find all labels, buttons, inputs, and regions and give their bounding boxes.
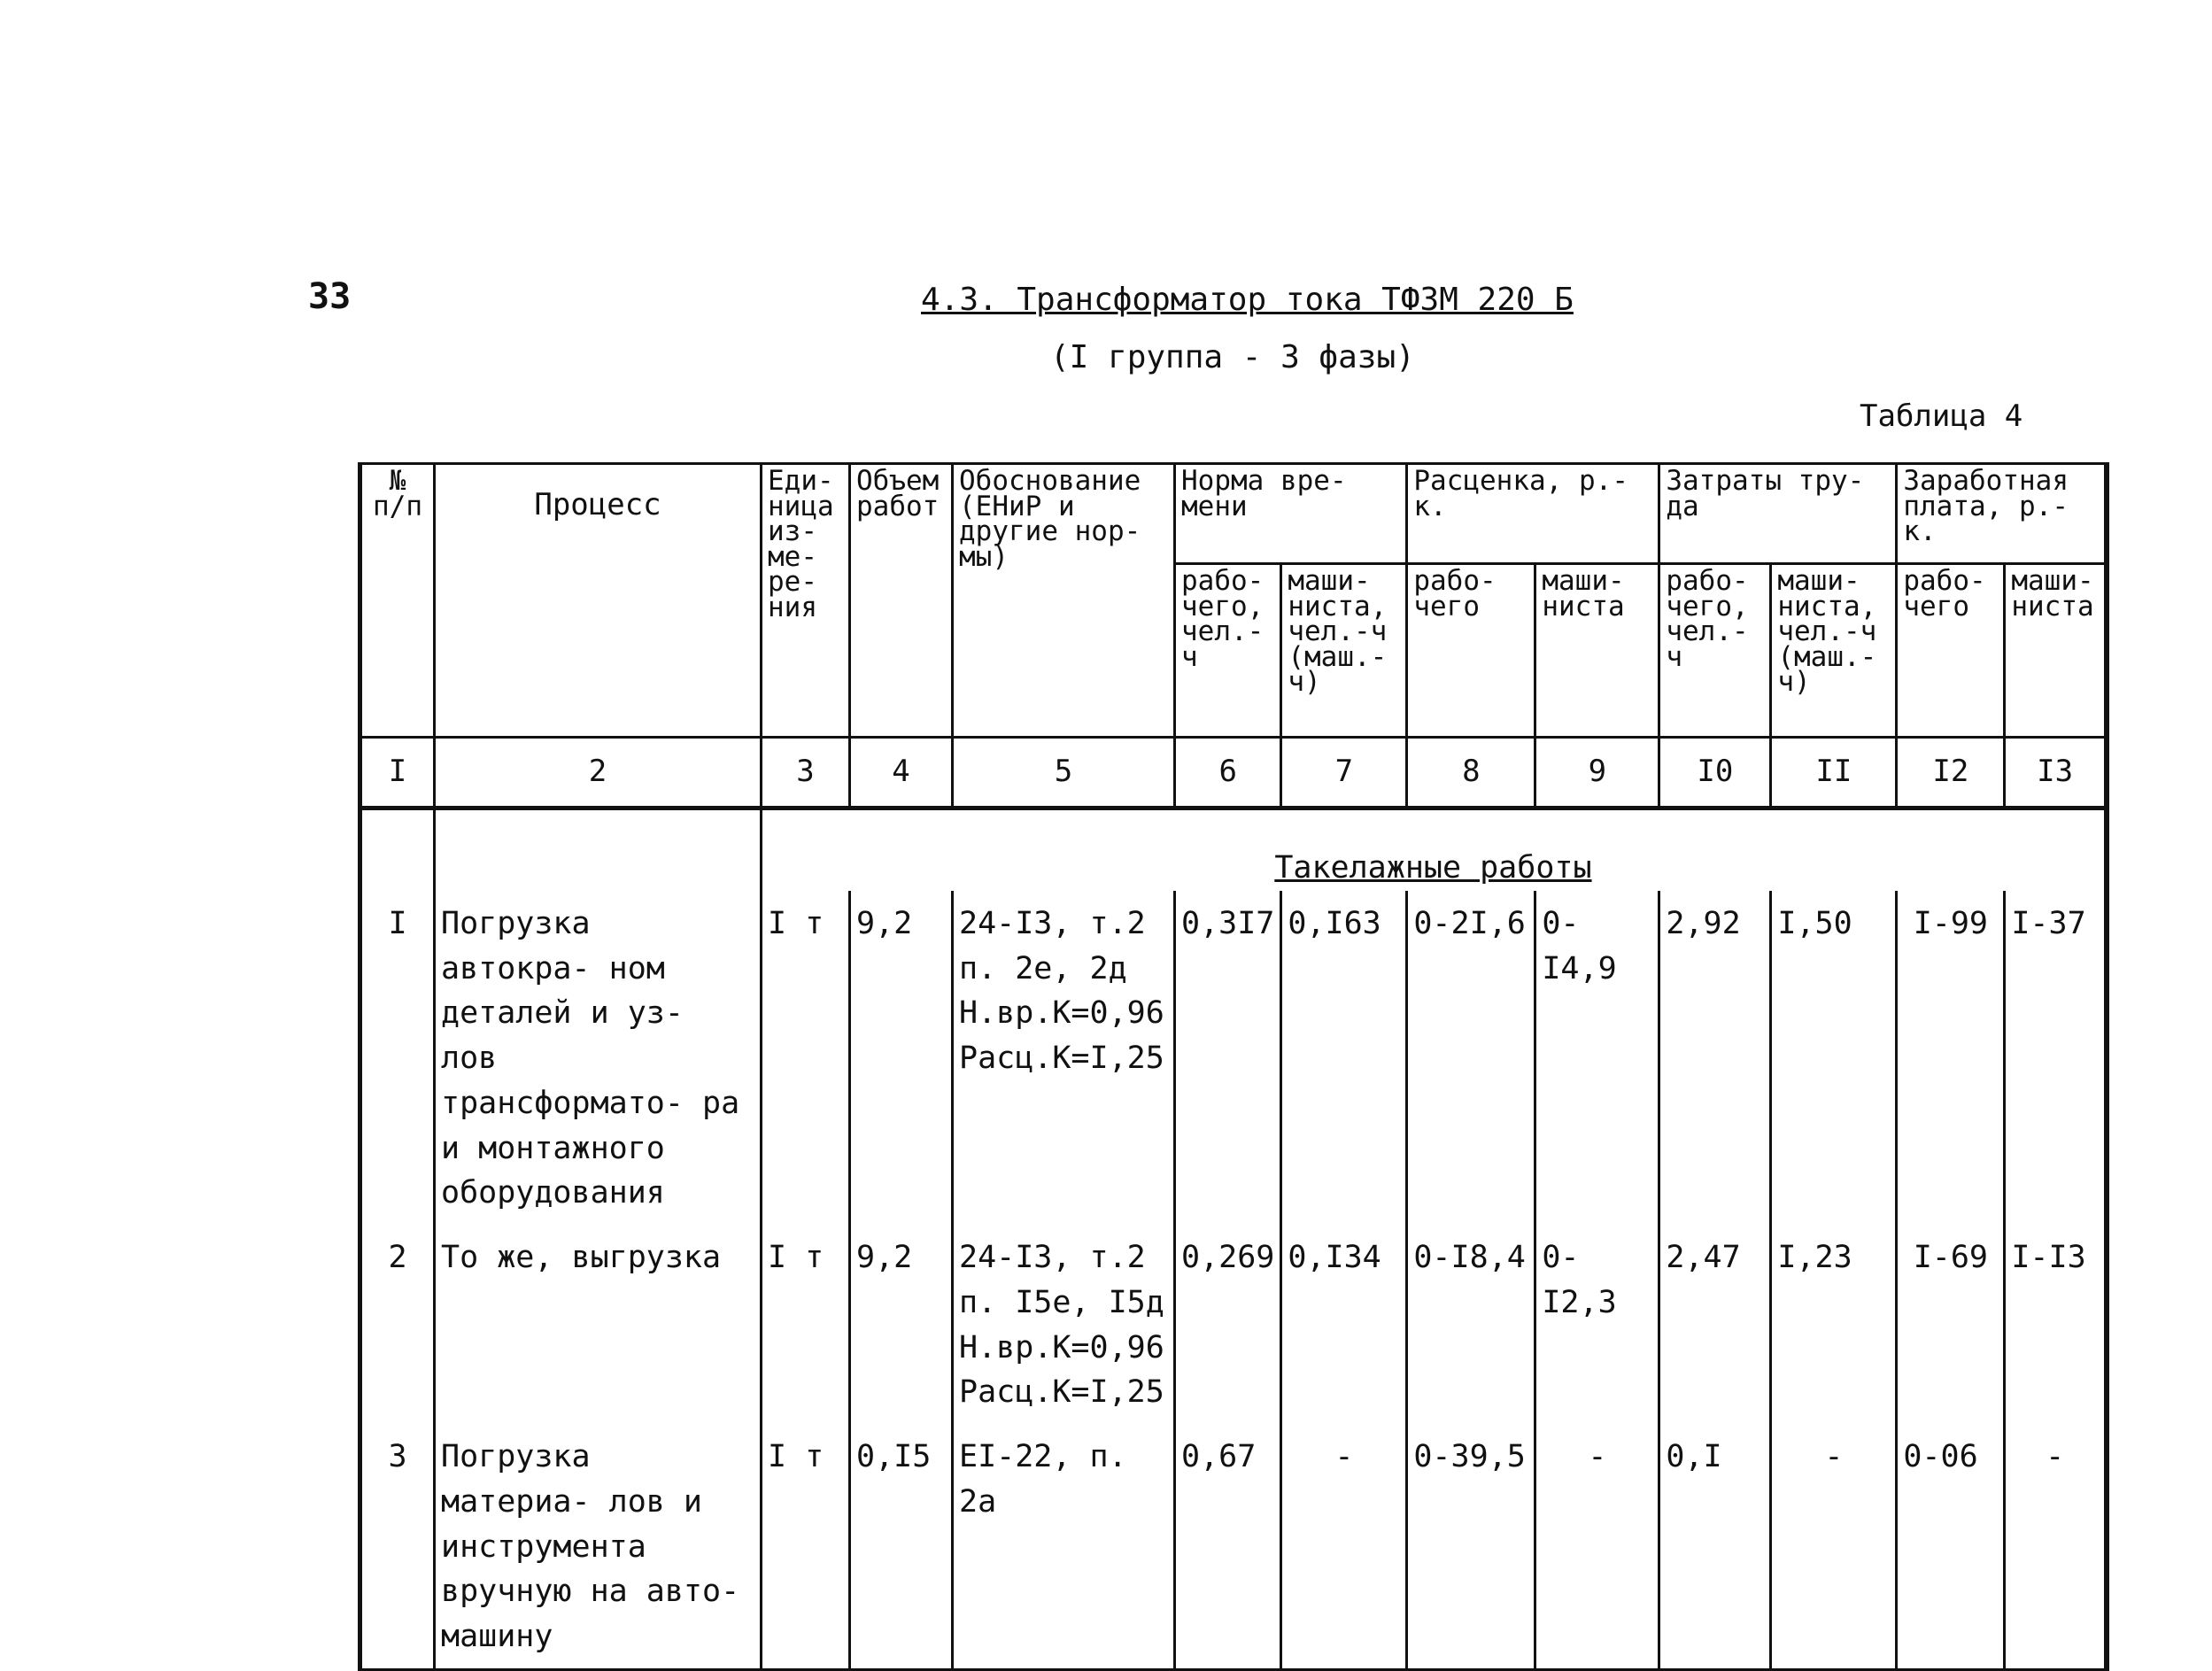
row-rate-worker: 0-39,5 <box>1407 1424 1535 1669</box>
column-number: 3 <box>762 738 850 808</box>
row-unit: I т <box>762 891 850 1225</box>
row-basis: 24-I3, т.2 п. 2е, 2д Н.вр.К=0,96 Расц.К=I,25 <box>953 891 1175 1225</box>
row-number: 3 <box>360 1424 435 1669</box>
column-number: I0 <box>1659 738 1771 808</box>
header-process: Процесс <box>435 464 762 738</box>
row-basis: 24-I3, т.2 п. I5е, I5д Н.вр.К=0,96 Расц.К=I,25 <box>953 1225 1175 1424</box>
row-wage-machinist: - <box>2005 1424 2107 1669</box>
section-row <box>360 808 2107 891</box>
row-unit: I т <box>762 1424 850 1669</box>
header-unit: Еди- ница из- ме- ре- ния <box>762 464 850 738</box>
column-number: II <box>1771 738 1897 808</box>
row-labor-worker: 2,92 <box>1659 891 1771 1225</box>
column-number: 5 <box>953 738 1175 808</box>
column-number: 7 <box>1281 738 1407 808</box>
column-number: I3 <box>2005 738 2107 808</box>
column-number: 4 <box>850 738 953 808</box>
header-labor: Затраты тру- да <box>1659 464 1897 564</box>
header-time-worker: рабо- чего, чел.- ч <box>1175 564 1281 738</box>
row-process: Погрузка материа- лов и инструмента вручную на авто- машину <box>435 1424 762 1669</box>
row-unit: I т <box>762 1225 850 1424</box>
row-rate-worker: 0-2I,6 <box>1407 891 1535 1225</box>
header-wage-worker: рабо- чего <box>1897 564 2005 738</box>
row-rate-machinist: - <box>1535 1424 1659 1669</box>
column-number: 9 <box>1535 738 1659 808</box>
row-volume: 9,2 <box>850 891 953 1225</box>
header-rate-machinist: маши- ниста <box>1535 564 1659 738</box>
row-rate-worker: 0-I8,4 <box>1407 1225 1535 1424</box>
row-labor-worker: 0,I <box>1659 1424 1771 1669</box>
row-wage-worker: I-99 <box>1897 891 2005 1225</box>
row-volume: 0,I5 <box>850 1424 953 1669</box>
section-spacer <box>435 808 762 891</box>
table-label: Таблица 4 <box>1860 398 2023 434</box>
row-rate-machinist: 0-I2,3 <box>1535 1225 1659 1424</box>
row-wage-machinist: I-I3 <box>2005 1225 2107 1424</box>
table-row <box>360 1424 2107 1669</box>
document-title: 4.3. Трансформатор тока ТФЗМ 220 Б <box>921 282 1574 318</box>
row-process: То же, выгрузка <box>435 1225 762 1424</box>
row-wage-machinist: I-37 <box>2005 891 2107 1225</box>
row-number: I <box>360 891 435 1225</box>
section-title: Такелажные работы <box>1274 850 1592 886</box>
row-time-machinist: - <box>1281 1424 1407 1669</box>
column-number: I <box>360 738 435 808</box>
header-time-norm: Норма вре- мени <box>1175 464 1407 564</box>
row-time-worker: 0,269 <box>1175 1225 1281 1424</box>
row-number: 2 <box>360 1225 435 1424</box>
column-number: 6 <box>1175 738 1281 808</box>
header-rate: Расценка, р.-к. <box>1407 464 1659 564</box>
header-wage: Заработная плата, р.-к. <box>1897 464 2107 564</box>
column-number: 2 <box>435 738 762 808</box>
header-labor-worker: рабо- чего, чел.- ч <box>1659 564 1771 738</box>
row-process: Погрузка автокра- ном деталей и уз- лов трансформато- ра и монтажного оборудования <box>435 891 762 1225</box>
column-number: I2 <box>1897 738 2005 808</box>
row-labor-machinist: - <box>1771 1424 1897 1669</box>
row-rate-machinist: 0-I4,9 <box>1535 891 1659 1225</box>
document-subtitle: (I группа - 3 фазы) <box>1050 339 1415 375</box>
row-labor-machinist: I,50 <box>1771 891 1897 1225</box>
header-rate-worker: рабо- чего <box>1407 564 1535 738</box>
row-basis: ЕI-22, п. 2а <box>953 1424 1175 1669</box>
page-number: 33 <box>308 276 352 317</box>
table-row <box>360 1225 2107 1424</box>
row-wage-worker: 0-06 <box>1897 1424 2005 1669</box>
work-table <box>358 462 2109 1671</box>
row-time-worker: 0,3I7 <box>1175 891 1281 1225</box>
header-volume: Объем работ <box>850 464 953 738</box>
row-time-machinist: 0,I34 <box>1281 1225 1407 1424</box>
row-time-worker: 0,67 <box>1175 1424 1281 1669</box>
header-wage-machinist: маши- ниста <box>2005 564 2107 738</box>
column-number: 8 <box>1407 738 1535 808</box>
header-basis: Обоснование (ЕНиР и другие нор- мы) <box>953 464 1175 738</box>
header-num: № п/п <box>360 464 435 738</box>
row-labor-worker: 2,47 <box>1659 1225 1771 1424</box>
header-time-machinist: маши- ниста, чел.-ч (маш.- ч) <box>1281 564 1407 738</box>
section-spacer <box>360 808 435 891</box>
row-volume: 9,2 <box>850 1225 953 1424</box>
row-labor-machinist: I,23 <box>1771 1225 1897 1424</box>
table-row <box>360 891 2107 1225</box>
row-wage-worker: I-69 <box>1897 1225 2005 1424</box>
header-labor-machinist: маши- ниста, чел.-ч (маш.- ч) <box>1771 564 1897 738</box>
row-time-machinist: 0,I63 <box>1281 891 1407 1225</box>
